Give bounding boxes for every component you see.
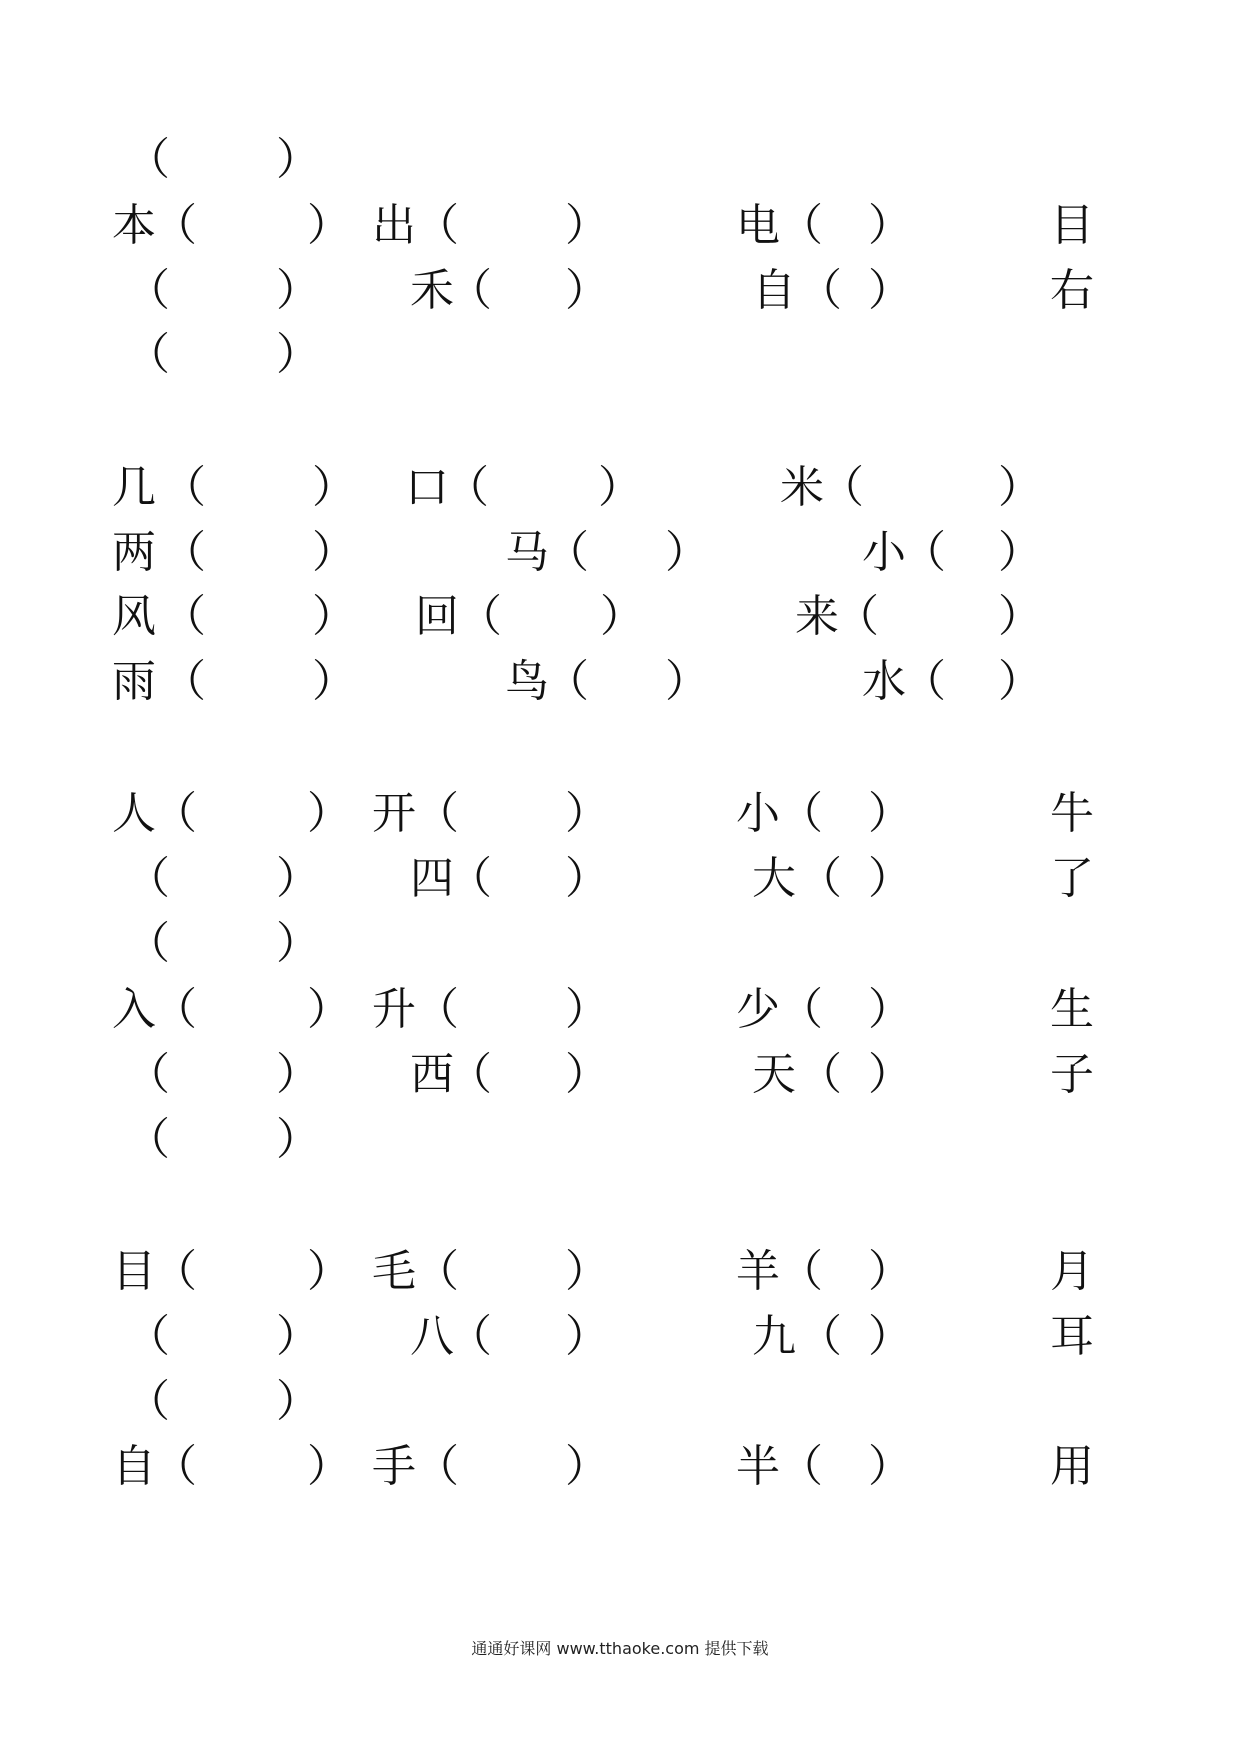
row-2-character: 自 bbox=[752, 265, 796, 316]
row-5-character: 两 bbox=[112, 527, 156, 578]
row-6-open-paren: （ bbox=[162, 591, 206, 642]
row-14-close-paren: ） bbox=[565, 1246, 609, 1297]
row-11-character: 入 bbox=[112, 984, 156, 1035]
row-8-close-paren: ） bbox=[565, 788, 609, 839]
row-2-open-paren: （ bbox=[126, 265, 170, 316]
row-17-character: 自 bbox=[112, 1441, 156, 1492]
row-8-character: 人 bbox=[112, 788, 156, 839]
row-12-close-paren: ） bbox=[868, 1049, 912, 1100]
row-15-close-paren: ） bbox=[276, 1311, 320, 1362]
row-11-character: 升 bbox=[372, 984, 416, 1035]
row-14-character: 毛 bbox=[372, 1246, 416, 1297]
row-4-character: 几 bbox=[112, 462, 156, 513]
row-5-close-paren: ） bbox=[998, 527, 1042, 578]
row-1-close-paren: ） bbox=[565, 200, 609, 251]
row-15-open-paren: （ bbox=[448, 1311, 492, 1362]
row-0-open-paren: （ bbox=[126, 134, 170, 185]
row-2-open-paren: （ bbox=[798, 265, 842, 316]
row-14-open-paren: （ bbox=[415, 1246, 459, 1297]
row-7-close-paren: ） bbox=[312, 656, 356, 707]
row-5-character: 马 bbox=[505, 527, 549, 578]
row-15-close-paren: ） bbox=[565, 1311, 609, 1362]
row-6-open-paren: （ bbox=[458, 591, 502, 642]
row-15-open-paren: （ bbox=[798, 1311, 842, 1362]
row-2-close-paren: ） bbox=[868, 265, 912, 316]
row-12-open-paren: （ bbox=[448, 1049, 492, 1100]
row-5-open-paren: （ bbox=[902, 527, 946, 578]
row-8-open-paren: （ bbox=[153, 788, 197, 839]
row-1-character: 目 bbox=[1050, 200, 1094, 251]
row-9-close-paren: ） bbox=[868, 853, 912, 904]
row-2-open-paren: （ bbox=[448, 265, 492, 316]
row-3-open-paren: （ bbox=[126, 329, 170, 380]
row-0-close-paren: ） bbox=[276, 134, 320, 185]
row-8-character: 小 bbox=[736, 788, 780, 839]
row-8-open-paren: （ bbox=[779, 788, 823, 839]
row-7-close-paren: ） bbox=[665, 656, 709, 707]
row-9-open-paren: （ bbox=[126, 853, 170, 904]
row-1-open-paren: （ bbox=[415, 200, 459, 251]
row-7-close-paren: ） bbox=[998, 656, 1042, 707]
row-1-close-paren: ） bbox=[868, 200, 912, 251]
row-9-close-paren: ） bbox=[565, 853, 609, 904]
row-2-character: 禾 bbox=[410, 265, 454, 316]
row-5-open-paren: （ bbox=[545, 527, 589, 578]
row-15-close-paren: ） bbox=[868, 1311, 912, 1362]
row-6-character: 回 bbox=[415, 591, 459, 642]
row-16-close-paren: ） bbox=[276, 1376, 320, 1427]
row-17-character: 用 bbox=[1050, 1441, 1094, 1492]
row-17-character: 手 bbox=[372, 1441, 416, 1492]
row-4-close-paren: ） bbox=[312, 462, 356, 513]
row-9-character: 了 bbox=[1050, 853, 1094, 904]
row-6-character: 来 bbox=[795, 591, 839, 642]
row-14-character: 月 bbox=[1050, 1246, 1094, 1297]
row-4-open-paren: （ bbox=[162, 462, 206, 513]
row-12-character: 天 bbox=[752, 1049, 796, 1100]
row-14-open-paren: （ bbox=[779, 1246, 823, 1297]
row-11-close-paren: ） bbox=[868, 984, 912, 1035]
row-11-character: 生 bbox=[1050, 984, 1094, 1035]
row-7-character: 水 bbox=[862, 656, 906, 707]
row-11-open-paren: （ bbox=[415, 984, 459, 1035]
row-12-open-paren: （ bbox=[126, 1049, 170, 1100]
row-8-close-paren: ） bbox=[868, 788, 912, 839]
row-8-character: 开 bbox=[372, 788, 416, 839]
row-6-character: 风 bbox=[112, 591, 156, 642]
row-15-character: 八 bbox=[410, 1311, 454, 1362]
row-2-close-paren: ） bbox=[276, 265, 320, 316]
row-16-open-paren: （ bbox=[126, 1376, 170, 1427]
row-17-character: 半 bbox=[736, 1441, 780, 1492]
row-17-open-paren: （ bbox=[779, 1441, 823, 1492]
row-4-close-paren: ） bbox=[598, 462, 642, 513]
row-1-open-paren: （ bbox=[153, 200, 197, 251]
row-15-open-paren: （ bbox=[126, 1311, 170, 1362]
row-9-open-paren: （ bbox=[798, 853, 842, 904]
row-14-character: 羊 bbox=[736, 1246, 780, 1297]
row-4-character: 米 bbox=[780, 462, 824, 513]
row-7-open-paren: （ bbox=[545, 656, 589, 707]
row-11-open-paren: （ bbox=[779, 984, 823, 1035]
row-15-character: 耳 bbox=[1050, 1311, 1094, 1362]
row-4-open-paren: （ bbox=[820, 462, 864, 513]
row-9-open-paren: （ bbox=[448, 853, 492, 904]
row-14-character: 目 bbox=[112, 1246, 156, 1297]
row-17-close-paren: ） bbox=[868, 1441, 912, 1492]
row-10-close-paren: ） bbox=[276, 918, 320, 969]
row-5-close-paren: ） bbox=[312, 527, 356, 578]
row-7-open-paren: （ bbox=[902, 656, 946, 707]
row-3-close-paren: ） bbox=[276, 329, 320, 380]
row-12-close-paren: ） bbox=[565, 1049, 609, 1100]
row-1-character: 出 bbox=[372, 200, 416, 251]
row-2-character: 右 bbox=[1050, 265, 1094, 316]
row-14-close-paren: ） bbox=[868, 1246, 912, 1297]
row-9-character: 大 bbox=[752, 853, 796, 904]
row-7-character: 鸟 bbox=[505, 656, 549, 707]
row-17-close-paren: ） bbox=[565, 1441, 609, 1492]
row-4-open-paren: （ bbox=[445, 462, 489, 513]
row-1-character: 电 bbox=[736, 200, 780, 251]
row-12-close-paren: ） bbox=[276, 1049, 320, 1100]
row-9-character: 四 bbox=[410, 853, 454, 904]
row-6-close-paren: ） bbox=[312, 591, 356, 642]
row-8-open-paren: （ bbox=[415, 788, 459, 839]
row-14-close-paren: ） bbox=[307, 1246, 351, 1297]
row-17-open-paren: （ bbox=[153, 1441, 197, 1492]
row-5-open-paren: （ bbox=[162, 527, 206, 578]
row-4-close-paren: ） bbox=[998, 462, 1042, 513]
row-1-character: 本 bbox=[112, 200, 156, 251]
row-12-character: 子 bbox=[1050, 1049, 1094, 1100]
row-11-close-paren: ） bbox=[307, 984, 351, 1035]
row-10-open-paren: （ bbox=[126, 918, 170, 969]
row-9-close-paren: ） bbox=[276, 853, 320, 904]
row-11-close-paren: ） bbox=[565, 984, 609, 1035]
row-7-character: 雨 bbox=[112, 656, 156, 707]
row-6-close-paren: ） bbox=[600, 591, 644, 642]
row-2-close-paren: ） bbox=[565, 265, 609, 316]
row-11-open-paren: （ bbox=[153, 984, 197, 1035]
row-6-open-paren: （ bbox=[835, 591, 879, 642]
row-17-close-paren: ） bbox=[307, 1441, 351, 1492]
row-8-character: 牛 bbox=[1050, 788, 1094, 839]
row-4-character: 口 bbox=[405, 462, 449, 513]
row-14-open-paren: （ bbox=[153, 1246, 197, 1297]
row-11-character: 少 bbox=[736, 984, 780, 1035]
row-1-close-paren: ） bbox=[307, 200, 351, 251]
row-13-close-paren: ） bbox=[276, 1114, 320, 1165]
row-12-character: 西 bbox=[410, 1049, 454, 1100]
row-15-character: 九 bbox=[752, 1311, 796, 1362]
row-5-character: 小 bbox=[862, 527, 906, 578]
row-13-open-paren: （ bbox=[126, 1114, 170, 1165]
row-5-close-paren: ） bbox=[665, 527, 709, 578]
row-12-open-paren: （ bbox=[798, 1049, 842, 1100]
row-7-open-paren: （ bbox=[162, 656, 206, 707]
row-1-open-paren: （ bbox=[779, 200, 823, 251]
row-17-open-paren: （ bbox=[415, 1441, 459, 1492]
footer-text: 通通好课网 www.tthaoke.com 提供下载 bbox=[471, 1639, 769, 1658]
row-8-close-paren: ） bbox=[307, 788, 351, 839]
row-6-close-paren: ） bbox=[998, 591, 1042, 642]
